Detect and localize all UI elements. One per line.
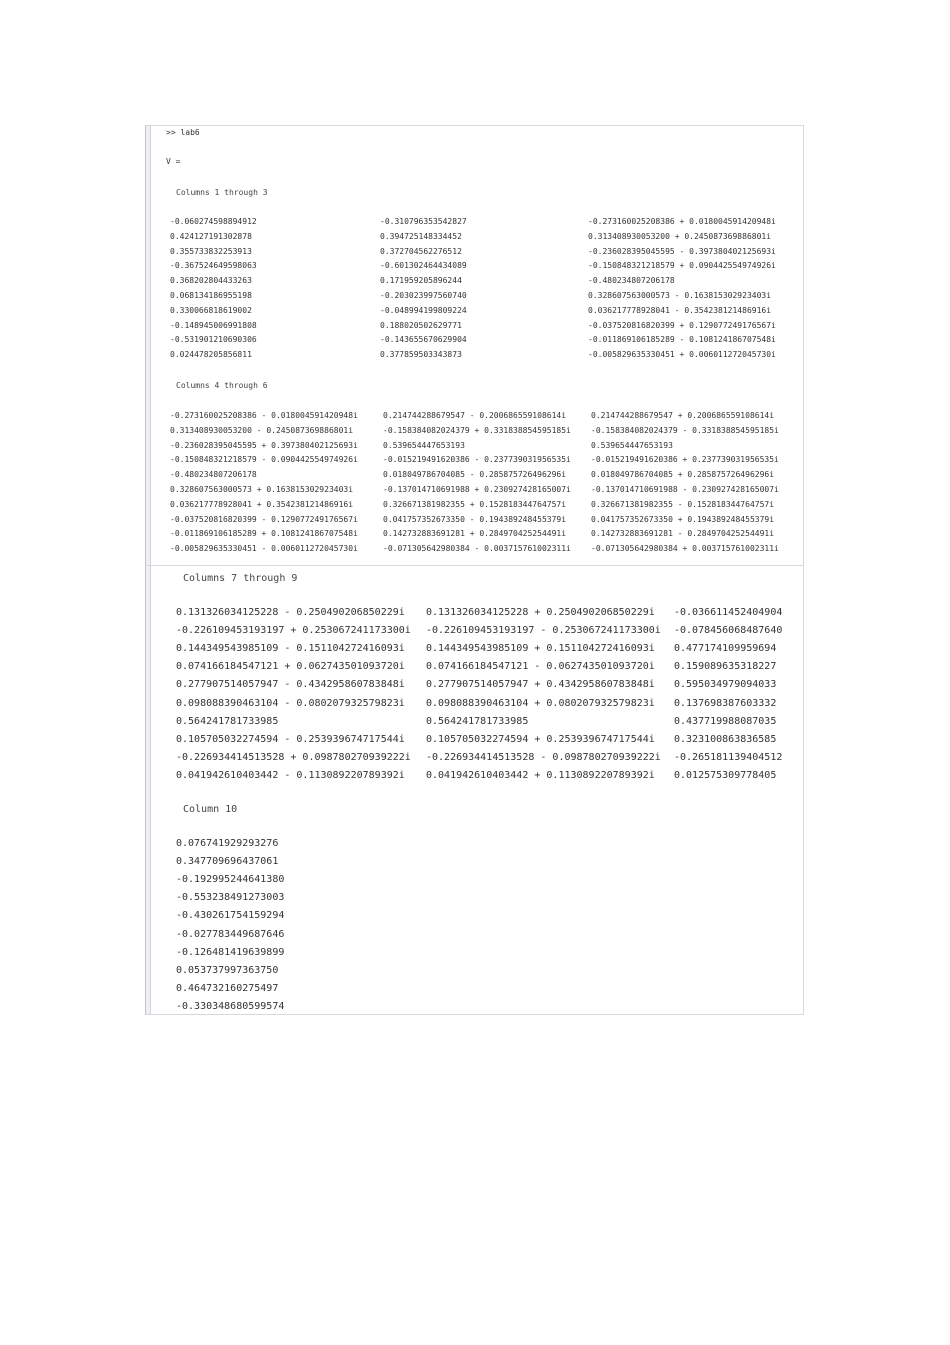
matrix-cell: 0.024478205856811 xyxy=(170,350,252,360)
matrix-cell: -0.071305642980384 + 0.003715761002311i xyxy=(591,544,779,554)
matrix-cell: 0.564241781733985 xyxy=(426,715,529,727)
matrix-cell: 0.105705032274594 + 0.253939674717544i xyxy=(426,733,655,745)
matrix-cell: 0.188020502629771 xyxy=(380,320,462,330)
matrix-cell: 0.074166184547121 + 0.062743501093720i xyxy=(176,661,405,673)
matrix-cell: -0.150848321218579 - 0.090442554974926i xyxy=(170,455,358,465)
matrix-cell: -0.071305642980384 - 0.003715761002311i xyxy=(383,544,571,554)
matrix-cell: -0.027783449687646 xyxy=(176,928,285,940)
matrix-cell: 0.036217778928041 - 0.354238121486916i xyxy=(588,305,772,315)
matrix-cell: -0.226934414513528 - 0.098780270939222i xyxy=(426,751,661,763)
matrix-cell: 0.437719988087035 xyxy=(674,715,777,727)
matrix-cell: -0.036611452404904 xyxy=(674,607,783,618)
columns-header: Columns 7 through 9 xyxy=(183,573,298,584)
command-window-bottom[interactable] xyxy=(145,566,804,1015)
matrix-cell: -0.480234807206178 xyxy=(588,276,675,286)
matrix-cell: -0.126481419639899 xyxy=(176,946,285,958)
matrix-cell: -0.060274598894912 xyxy=(170,217,257,226)
matrix-cell: 0.326671381982355 + 0.152818344764757i xyxy=(383,499,567,509)
matrix-cell: 0.105705032274594 - 0.253939674717544i xyxy=(176,733,405,745)
command-prompt: >> lab6 xyxy=(166,128,200,137)
matrix-cell: 0.326671381982355 - 0.152818344764757i xyxy=(591,499,775,509)
matrix-cell: 0.595034979094033 xyxy=(674,679,777,691)
matrix-cell: -0.192995244641380 xyxy=(176,874,285,886)
matrix-cell: -0.273160025208386 + 0.018004591420948i xyxy=(588,217,776,226)
matrix-cell: 0.068134186955198 xyxy=(170,291,252,300)
matrix-cell: 0.041942610403442 - 0.113089220789392i xyxy=(176,769,405,781)
matrix-cell: 0.041757352673350 + 0.194389248455379i xyxy=(591,514,775,524)
matrix-cell: -0.226109453193197 + 0.253067241173300i xyxy=(176,625,411,637)
matrix-cell: 0.076741929293276 xyxy=(176,838,279,849)
matrix-cell: -0.367524649598063 xyxy=(170,261,257,271)
matrix-cell: 0.074166184547121 - 0.062743501093720i xyxy=(426,661,655,673)
matrix-cell: -0.236028395045595 + 0.397380402125693i xyxy=(170,440,358,450)
matrix-cell: 0.347709696437061 xyxy=(176,856,279,868)
matrix-cell: 0.144349543985109 + 0.151104272416093i xyxy=(426,643,655,655)
matrix-cell: -0.203023997560740 xyxy=(380,291,467,300)
matrix-cell: 0.098088390463104 + 0.080207932579823i xyxy=(426,697,655,709)
matrix-cell: 0.477174109959694 xyxy=(674,643,777,655)
matrix-cell: -0.601302464434089 xyxy=(380,261,467,271)
matrix-cell: 0.018049786704085 + 0.285875726496296i xyxy=(591,470,775,480)
matrix-cell: -0.137014710691988 + 0.230927428165007i xyxy=(383,485,571,494)
matrix-cell: -0.553238491273003 xyxy=(176,892,285,904)
matrix-cell: -0.226934414513528 + 0.098780270939222i xyxy=(176,751,411,763)
matrix-cell: 0.018049786704085 - 0.285875726496296i xyxy=(383,470,567,480)
columns-header: Columns 4 through 6 xyxy=(176,381,268,390)
matrix-cell: 0.277907514057947 + 0.434295860783848i xyxy=(426,679,655,691)
matrix-cell: -0.158384082024379 + 0.331838854595185i xyxy=(383,425,571,435)
matrix-cell: 0.159089635318227 xyxy=(674,661,777,673)
matrix-cell: -0.158384082024379 - 0.331838854595185i xyxy=(591,425,779,435)
matrix-cell: -0.011869106185289 + 0.108124186707548i xyxy=(170,529,358,539)
matrix-cell: -0.480234807206178 xyxy=(170,470,257,480)
matrix-cell: 0.372704562276512 xyxy=(380,246,462,256)
matrix-cell: 0.328607563000573 - 0.163815302923403i xyxy=(588,291,772,300)
matrix-cell: 0.424127191302878 xyxy=(170,231,252,241)
matrix-cell: 0.313408930053200 + 0.245087369886801i xyxy=(588,231,772,241)
matrix-cell: -0.310796353542827 xyxy=(380,217,467,226)
matrix-cell: 0.464732160275497 xyxy=(176,982,279,994)
matrix-cell: -0.011869106185289 - 0.108124186707548i xyxy=(588,335,776,345)
matrix-cell: 0.323100863836585 xyxy=(674,733,777,745)
matrix-cell: 0.368202804433263 xyxy=(170,276,252,286)
matrix-cell: -0.430261754159294 xyxy=(176,910,285,922)
matrix-cell: 0.041757352673350 - 0.194389248455379i xyxy=(383,514,567,524)
matrix-cell: 0.330066818619002 xyxy=(170,305,252,315)
matrix-cell: 0.131326034125228 - 0.250490206850229i xyxy=(176,607,405,618)
matrix-cell: -0.005829635330451 - 0.006011272045730i xyxy=(170,544,358,554)
matrix-cell: 0.328607563000573 + 0.163815302923403i xyxy=(170,485,354,494)
matrix-cell: 0.142732883691281 - 0.284970425254491i xyxy=(591,529,775,539)
matrix-cell: 0.377859503343873 xyxy=(380,350,462,360)
matrix-cell: 0.355733832253913 xyxy=(170,246,252,256)
matrix-cell: -0.150848321218579 + 0.090442554974926i xyxy=(588,261,776,271)
matrix-cell: 0.098088390463104 - 0.080207932579823i xyxy=(176,697,405,709)
matrix-cell: 0.036217778928041 + 0.354238121486916i xyxy=(170,499,354,509)
matrix-cell: 0.564241781733985 xyxy=(176,715,279,727)
matrix-cell: 0.394725148334452 xyxy=(380,231,462,241)
matrix-cell: -0.226109453193197 - 0.253067241173300i xyxy=(426,625,661,637)
columns-header: Columns 1 through 3 xyxy=(176,188,268,197)
matrix-cell: -0.137014710691988 - 0.230927428165007i xyxy=(591,485,779,494)
matrix-cell: -0.531901210690306 xyxy=(170,335,257,345)
matrix-cell: 0.214744288679547 - 0.200686559108614i xyxy=(383,411,567,420)
matrix-cell: 0.142732883691281 + 0.284970425254491i xyxy=(383,529,567,539)
matrix-cell: -0.143655670629904 xyxy=(380,335,467,345)
matrix-cell: 0.053737997363750 xyxy=(176,964,279,976)
matrix-cell: -0.048994199809224 xyxy=(380,305,467,315)
matrix-cell: -0.037520816820399 + 0.129077249176567i xyxy=(588,320,776,330)
matrix-cell: 0.137698387603332 xyxy=(674,697,777,709)
matrix-cell: 0.313408930053200 - 0.245087369886801i xyxy=(170,425,354,435)
matrix-cell: 0.171959205896244 xyxy=(380,276,462,286)
matrix-cell: 0.131326034125228 + 0.250490206850229i xyxy=(426,607,655,618)
matrix-cell: 0.041942610403442 + 0.113089220789392i xyxy=(426,769,655,781)
matrix-cell: -0.273160025208386 - 0.018004591420948i xyxy=(170,411,358,420)
matrix-cell: 0.144349543985109 - 0.151104272416093i xyxy=(176,643,405,655)
column-header: Column 10 xyxy=(183,804,238,815)
command-window-top[interactable] xyxy=(145,125,804,566)
matrix-cell: 0.277907514057947 - 0.434295860783848i xyxy=(176,679,405,691)
matrix-cell: -0.265181139404512 xyxy=(674,751,783,763)
matrix-cell: -0.015219491620386 + 0.237739031956535i xyxy=(591,455,779,465)
matrix-cell: -0.148945006991808 xyxy=(170,320,257,330)
matrix-cell: -0.037520816820399 - 0.129077249176567i xyxy=(170,514,358,524)
matrix-cell: -0.015219491620386 - 0.237739031956535i xyxy=(383,455,571,465)
matrix-cell: 0.012575309778405 xyxy=(674,769,777,781)
matrix-cell: -0.330348680599574 xyxy=(176,1000,285,1012)
matrix-cell: -0.078456068487640 xyxy=(674,625,783,637)
matrix-cell: -0.236028395045595 - 0.397380402125693i xyxy=(588,246,776,256)
matrix-cell: 0.539654447653193 xyxy=(383,440,465,450)
matrix-cell: 0.539654447653193 xyxy=(591,440,673,450)
variable-name: V = xyxy=(166,157,181,166)
matrix-cell: -0.005829635330451 + 0.006011272045730i xyxy=(588,350,776,360)
matrix-cell: 0.214744288679547 + 0.200686559108614i xyxy=(591,411,775,420)
